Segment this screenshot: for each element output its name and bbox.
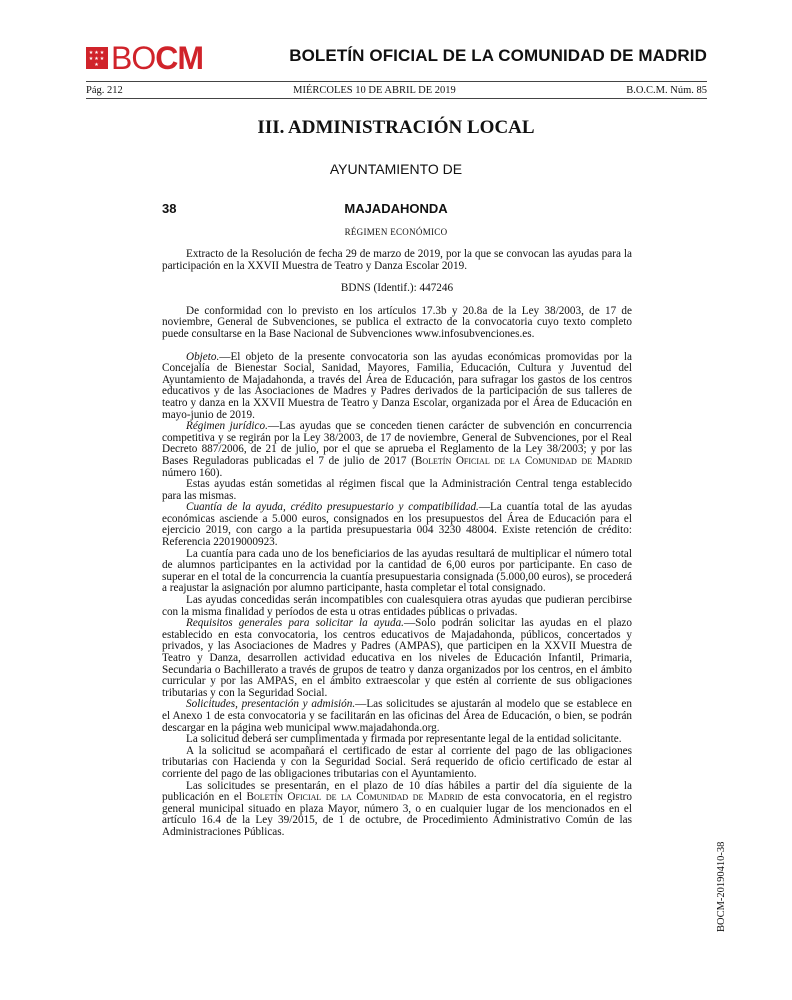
- paragraph-solicitudes: [162, 699, 632, 734]
- requisitos-label: Requisitos generales para solicitar la ayuda.: [186, 617, 404, 630]
- stars-icon: ★★★ ★★★ ★: [88, 50, 106, 68]
- entry-number: 38: [162, 201, 177, 216]
- running-header: [86, 85, 707, 96]
- logo-text-bo: BO: [111, 40, 156, 76]
- logo-text-cm: CM: [155, 40, 203, 76]
- bdns-identifier: BDNS (Identif.): 447246: [340, 282, 454, 295]
- paragraph-firma: La solicitud deberá ser cumplimentada y firmada por representante legal de la entidad solicitante.: [186, 733, 622, 746]
- side-document-code: BOCM-20190410-38: [716, 841, 727, 932]
- ayuntamiento-heading: AYUNTAMIENTO DE: [329, 161, 463, 177]
- plazo-bocm-name: Boletín Oficial de la Comunidad de Madrid: [246, 791, 464, 804]
- paragraph-requisitos: [162, 618, 632, 699]
- regimen-label: Régimen jurídico.: [186, 420, 268, 433]
- regimen-bocm-name: Boletín Oficial de la Comunidad de Madrid: [414, 454, 633, 467]
- requisitos-text: —Solo podrán solicitar las ayudas en el plazo establecido en esta convocatoria, los centros educativos de Majadahonda, públicos, concertados y privados, y las Asociaciones de Madres y Padres (AMPAS), que participen en la XXVII Muestra de Teatro y Danza, desarrollen actividad educativa en los niveles de Educación Infantil, Primaria, Secundaria o Bachillerato a través de grupos de teatro y danza organizados por los centros, en el ámbito curricular y por las AMPAS, en el ámbito extraescolar y que estén al corriente de sus obligaciones tributarias y con la Seguridad Social.: [162, 617, 632, 699]
- madrid-flag-icon: [86, 47, 108, 69]
- solicitudes-text: —Las solicitudes se ajustarán al modelo que se establece en el Anexo 1 de esta convocatoria y se facilitarán en las oficinas del Área de Educación, o bien, se podrán descargar en la página web municipal www.majadahonda.org.: [162, 698, 632, 734]
- regimen-text-b: número 160).: [162, 466, 223, 479]
- plazo-text-a: Las solicitudes se presentarán, en el plazo de 10 días hábiles a partir del día siguiente de la publicación en el: [162, 779, 632, 804]
- masthead-title: BOLETÍN OFICIAL DE LA COMUNIDAD DE MADRID: [289, 46, 707, 65]
- paragraph-extracto: Extracto de la Resolución de fecha 29 de marzo de 2019, por la que se convocan las ayudas para la participación en la XXVII Muestra de Teatro y Danza Escolar 2019.: [162, 248, 632, 272]
- paragraph-plazo: [162, 781, 632, 839]
- subsection-heading: RÉGIMEN ECONÓMICO: [344, 227, 448, 237]
- issue-number: B.O.C.M. Núm. 85: [626, 85, 707, 96]
- paragraph-cuantia-beneficiarios: La cuantía para cada uno de los beneficiarios de las ayudas resultará de multiplicar el número total de alumnos participantes en la actividad por la cantidad de 6,00 euros por participante. En caso de superar en el total de la concurrencia la cuantía presupuestaria consignada (5.000,00 euros), se procederá a reajustar la asignación por alumno participante, hasta completar el total consignado.: [162, 547, 632, 595]
- section-title: III. ADMINISTRACIÓN LOCAL: [257, 117, 535, 138]
- paragraph-objeto: [162, 352, 632, 422]
- municipality-heading: MAJADAHONDA: [344, 201, 448, 216]
- objeto-text: —El objeto de la presente convocatoria son las ayudas económicas promovidas por la Concejalía de Bienestar Social, Sanidad, Mayores, Familia, Educación, Cultura y Juventud del Ayuntamiento de Majadahonda, a través del Área de Educación, para sufragar los gastos de los centros educativos y de las Asociaciones de Madres y Padres derivados de la participación de sus talleres de teatro y danza en la XXVII Muestra de Teatro y Danza Escolar, organizada por el Área de Educación en mayo-junio de 2019.: [162, 350, 632, 421]
- solicitudes-label: Solicitudes, presentación y admisión.: [186, 698, 356, 711]
- page-number: Pág. 212: [86, 85, 123, 96]
- paragraph-fiscal: Estas ayudas están sometidas al régimen fiscal que la Administración Central tenga establecido para las mismas.: [162, 478, 632, 502]
- header-rule-top: [86, 81, 707, 82]
- paragraph-cuantia: [162, 502, 632, 548]
- paragraph-certificado: A la solicitud se acompañará el certificado de estar al corriente del pago de las obligaciones tributarias con Hacienda y con la Seguridad Social. Será requerido de oficio certificado de estar al corriente del pago de las obligaciones tributarias con el Ayuntamiento.: [162, 744, 632, 780]
- paragraph-incompatibilidad: Las ayudas concedidas serán incompatibles con cualesquiera otras ayudas que pudieran percibirse con la misma finalidad y períodos de esta u otras entidades públicas o privadas.: [162, 594, 632, 618]
- bocm-logo: [86, 42, 203, 74]
- objeto-label: Objeto.: [186, 350, 220, 363]
- plazo-text-b: de esta convocatoria, en el registro general municipal situado en plaza Mayor, número 3, o en cualquier lugar de los mencionados en el artículo 16.4 de la Ley 39/2015, de 1 de octubre, de Procedimiento Administrativo Común de las Administraciones Públicas.: [162, 791, 632, 838]
- logo-wordmark: [111, 42, 203, 74]
- paragraph-conformidad: De conformidad con lo previsto en los artículos 17.3b y 20.8a de la Ley 38/2003, de 17 de noviembre, General de Subvenciones, se publica el extracto de la convocatoria cuyo texto completo puede consultarse en la Base Nacional de Subvenciones www.infosubvenciones.es.: [162, 304, 632, 340]
- issue-date: MIÉRCOLES 10 DE ABRIL DE 2019: [293, 85, 456, 96]
- header-rule-bottom: [86, 98, 707, 99]
- cuantia-label: Cuantía de la ayuda, crédito presupuestario y compatibilidad.: [186, 501, 479, 514]
- paragraph-regimen: [162, 421, 632, 479]
- regimen-text-a: —Las ayudas que se conceden tienen carácter de subvención en concurrencia competitiva y se regirán por la Ley 38/2003, de 17 de noviembre, General de Subvenciones, por el Real Decreto 887/2006, de 21 de julio, por el que se aprueba el Reglamento de la Ley 38/2003; y por las Bases Reguladoras publicadas el 7 de julio de 2017 (: [162, 420, 632, 467]
- cuantia-text: —La cuantía total de las ayudas económicas asciende a 5.000 euros, consignados en los presupuestos del Área de Educación para el ejercicio 2019, con cargo a la partida presupuestaria 004 3230 48004. Existe retención de crédito: Referencia 22019000923.: [162, 501, 632, 549]
- document-body: [162, 249, 632, 839]
